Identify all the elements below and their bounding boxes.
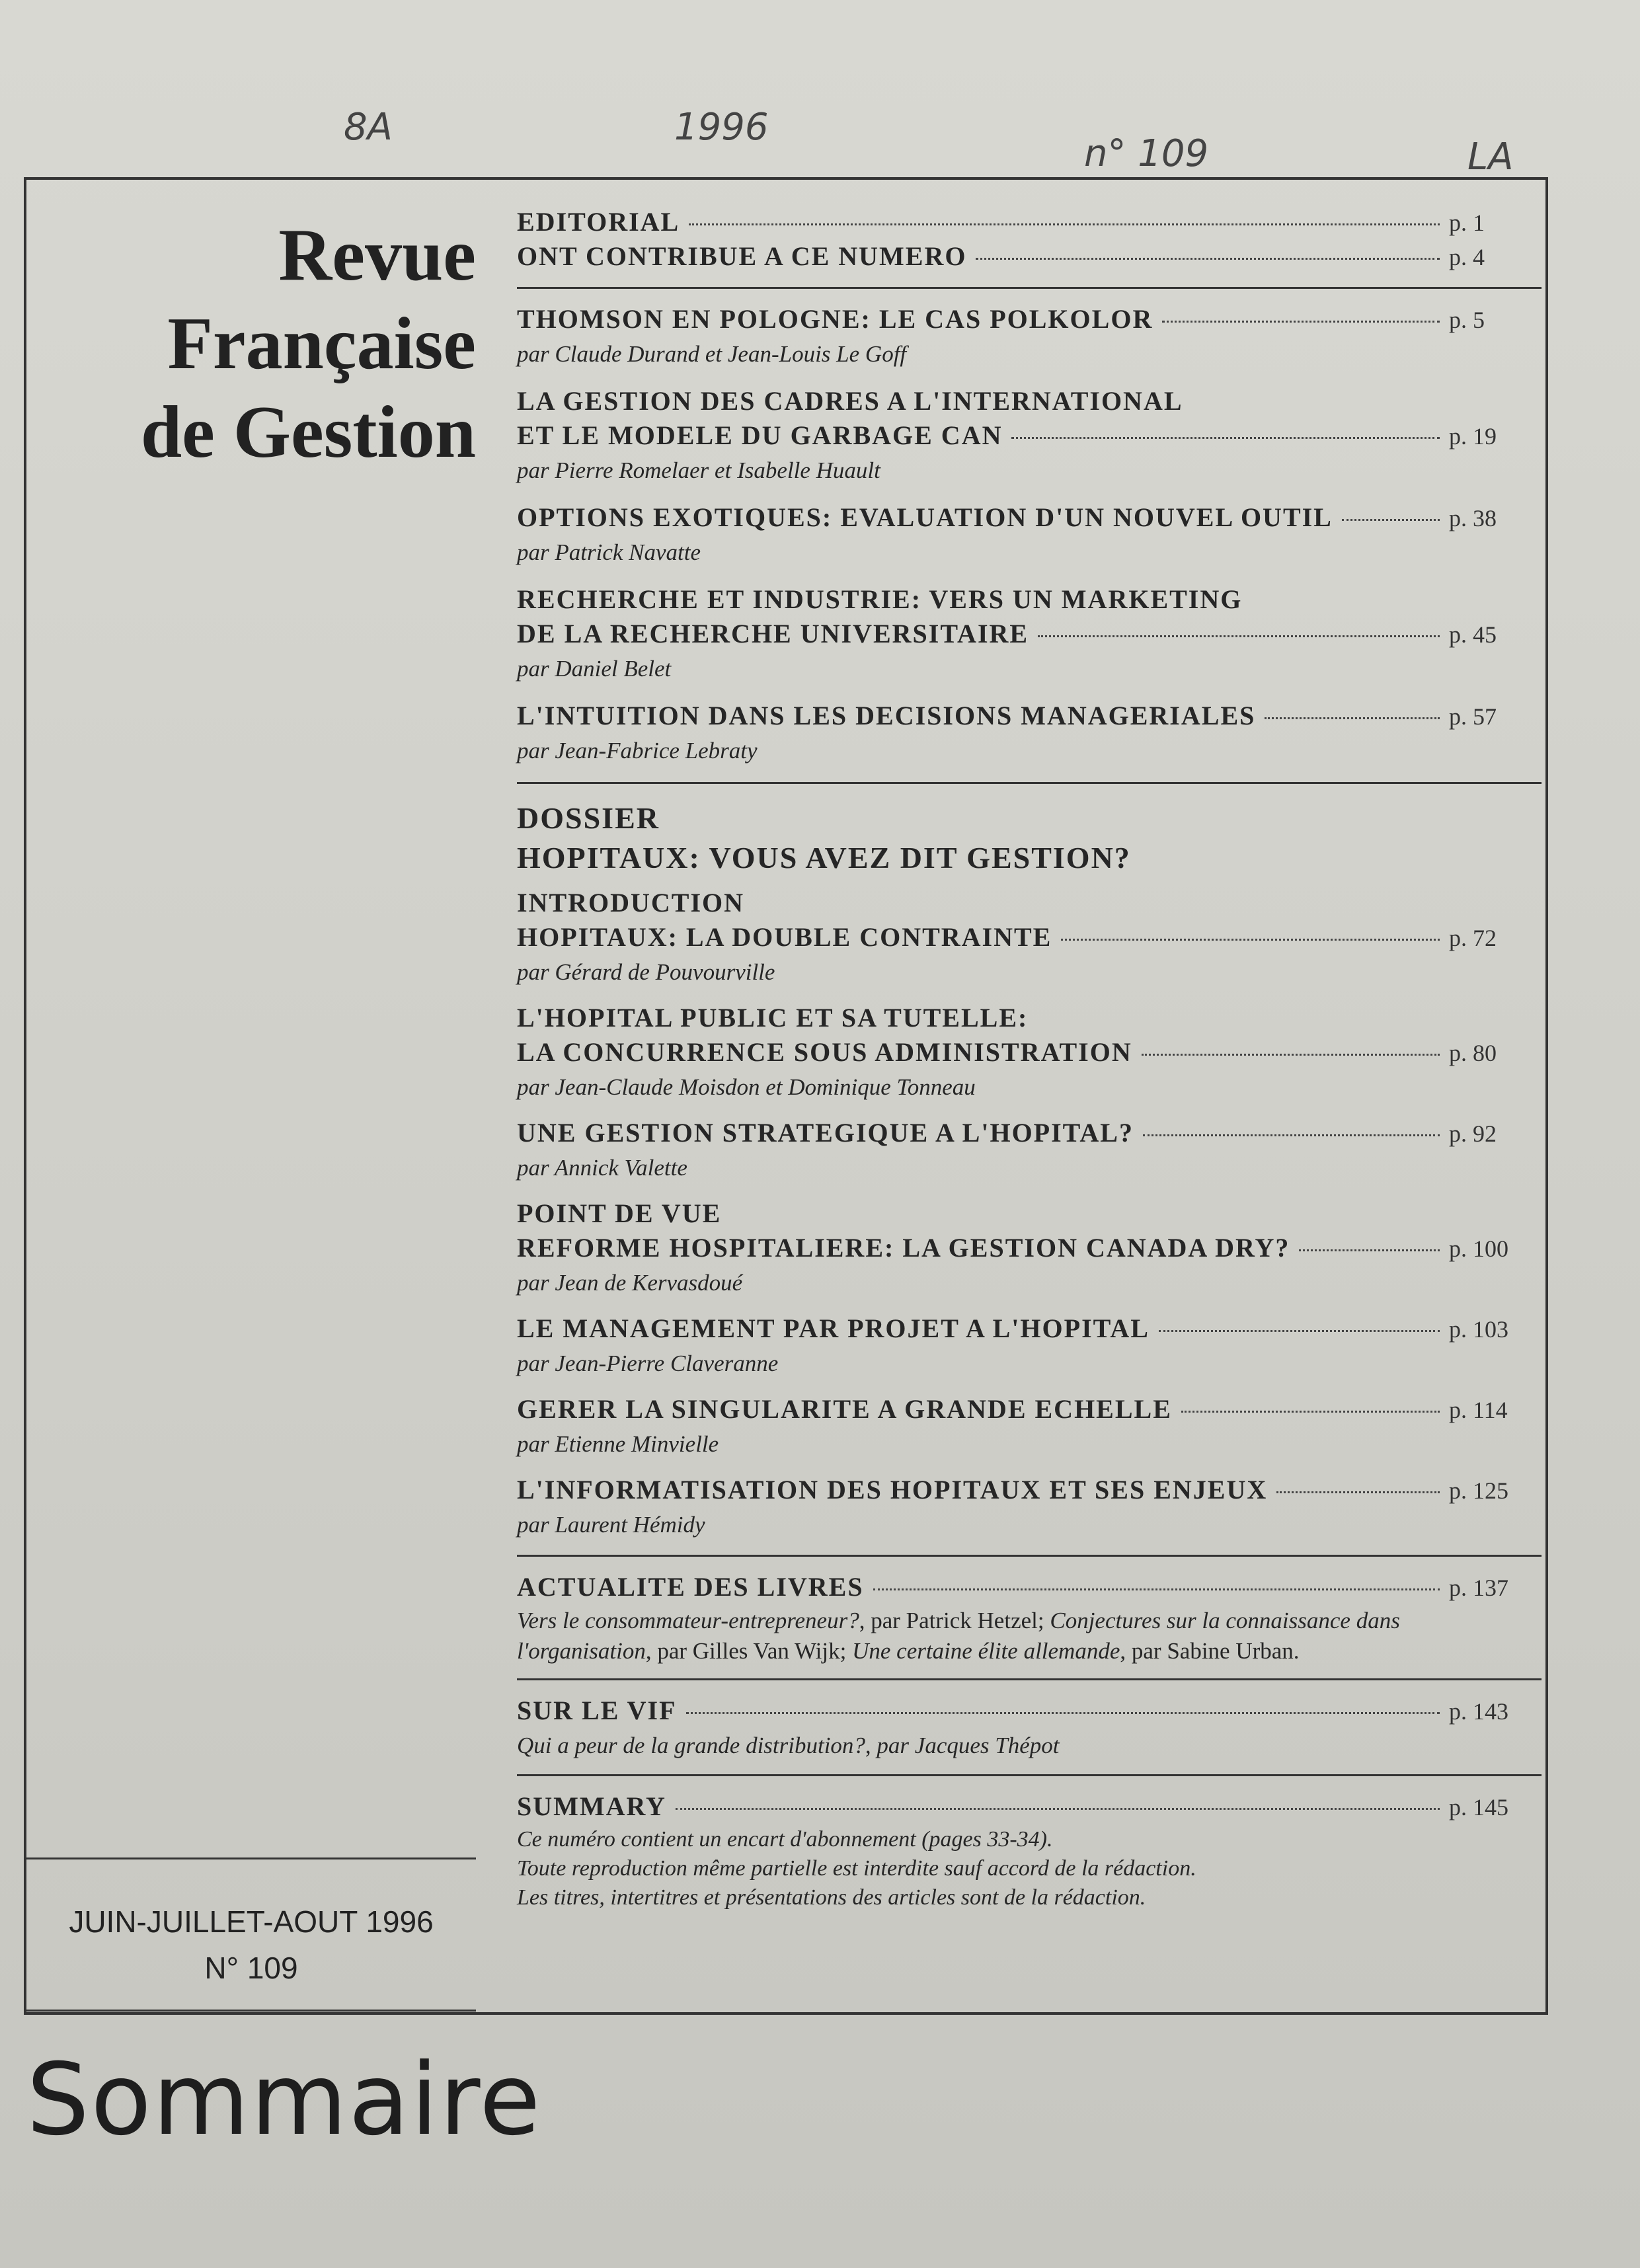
entry-title: ONT CONTRIBUE A CE NUMERO [517,241,967,271]
entry-title: OPTIONS EXOTIQUES: EVALUATION D'UN NOUVEL OUTIL [517,502,1333,532]
entry-author: par Jean de Kervasdoué [517,1270,743,1296]
entry-title: GERER LA SINGULARITE A GRANDE ECHELLE [517,1394,1172,1424]
page-ref: p. 72 [1449,925,1497,951]
entry-title: REFORME HOSPITALIERE: LA GESTION CANADA DRY? [517,1233,1290,1263]
dossier-articles-list [517,887,1542,1542]
toc-entry[interactable] [517,303,1542,371]
summary-note-3: Les titres, intertitres et présentations des articles sont de la rédaction. [517,1885,1146,1910]
section-divider [517,1774,1542,1776]
dot-leader [1159,1330,1440,1332]
books-desc-segment: , par Patrick Hetzel; [859,1608,1050,1633]
toc-entry[interactable] [517,1117,1542,1185]
entry-title: EDITORIAL [517,207,680,237]
entry-title: L'INTUITION DANS LES DECISIONS MANAGERIALES [517,701,1256,730]
books-desc-segment: , par Sabine Urban. [1120,1638,1300,1664]
page-ref: p. 92 [1449,1120,1497,1147]
page-ref: p. 45 [1449,621,1497,648]
page-ref: p. 4 [1449,244,1485,270]
page-ref: p. 5 [1449,307,1485,333]
entry-author: par Claude Durand et Jean-Louis Le Goff [517,341,907,367]
toc-entry[interactable] [517,1313,1542,1380]
entry-title: ET LE MODELE DU GARBAGE CAN [517,420,1003,450]
entry-author: par Etienne Minvielle [517,1431,719,1457]
table-of-contents [517,206,1542,1912]
page-ref: p. 57 [1449,703,1497,730]
issue-rule-bottom [26,2010,476,2012]
summary-note-1: Ce numéro contient un encart d'abonnement (pages 33-34). [517,1827,1053,1852]
entry-title: RECHERCHE ET INDUSTRIE: VERS UN MARKETING [517,584,1243,614]
page-ref: p. 137 [1449,1575,1508,1601]
toc-entry-vif[interactable] [517,1695,1542,1762]
entry-author: par Daniel Belet [517,656,672,682]
entry-author: par Laurent Hémidy [517,1512,705,1538]
vif-description: Qui a peur de la grande distribution?, par Jacques Thépot [517,1733,1060,1758]
toc-entry-contributors[interactable] [517,241,1542,275]
entry-author: par Gérard de Pouvourville [517,959,775,985]
entry-author: par Patrick Navatte [517,539,701,565]
section-divider [517,287,1542,289]
entry-title: ACTUALITE DES LIVRES [517,1572,864,1602]
dot-leader [873,1588,1440,1590]
toc-entry[interactable] [517,1198,1542,1300]
page-ref: p. 103 [1449,1316,1508,1343]
toc-entry[interactable] [517,584,1542,685]
dot-leader [689,223,1440,225]
dot-leader [1143,1134,1440,1136]
page-ref: p. 1 [1449,210,1485,236]
books-desc-segment: Conjectures sur la connaissance dans l'organisation [517,1608,1400,1664]
issue-rule-top [26,1857,476,1859]
dot-leader [1299,1249,1440,1251]
toc-entry-editorial[interactable] [517,206,1542,241]
masthead-line-3: de Gestion [140,391,476,473]
section-divider [517,1678,1542,1680]
articles-list [517,303,1542,767]
page-ref: p. 100 [1449,1235,1508,1262]
entry-author: par Pierre Romelaer et Isabelle Huault [517,457,880,483]
dossier-subheading: HOPITAUX: VOUS AVEZ DIT GESTION? [517,841,1131,875]
handwritten-note-1: 8A [344,106,393,149]
dot-leader [1276,1491,1440,1493]
books-desc-segment: , par Gilles Van Wijk; [645,1638,853,1664]
entry-title: INTRODUCTION [517,888,745,918]
summary-note-2: Toute reproduction même partielle est interdite sauf accord de la rédaction. [517,1856,1196,1881]
page-ref: p. 145 [1449,1794,1508,1820]
section-divider [517,1555,1542,1557]
toc-entry[interactable] [517,1393,1542,1461]
toc-entry-summary[interactable] [517,1791,1542,1912]
handwritten-note-4: LA [1467,136,1514,178]
dot-leader [676,1808,1440,1810]
page-ref: p. 80 [1449,1040,1497,1066]
entry-title: L'INFORMATISATION DES HOPITAUX ET SES ENJEUX [517,1475,1268,1505]
dot-leader [976,258,1440,260]
books-desc-segment: Vers le consommateur-entrepreneur? [517,1608,859,1633]
toc-entry[interactable] [517,502,1542,569]
entry-title: POINT DE VUE [517,1198,722,1228]
toc-entry-books[interactable] [517,1571,1542,1666]
dot-leader [1162,321,1440,323]
dot-leader [1265,717,1440,719]
section-divider [517,782,1542,784]
dot-leader [1181,1411,1440,1413]
entry-title: THOMSON EN POLOGNE: LE CAS POLKOLOR [517,304,1153,334]
masthead-line-2: Française [167,303,476,385]
page-ref: p. 19 [1449,423,1497,450]
toc-entry[interactable] [517,887,1542,989]
entry-title: SUR LE VIF [517,1696,677,1725]
page-ref: p. 143 [1449,1698,1508,1725]
dot-leader [1038,635,1440,637]
entry-author: par Jean-Claude Moisdon et Dominique Tonneau [517,1074,976,1100]
toc-entry[interactable] [517,1474,1542,1542]
dossier-heading: DOSSIER [517,801,660,835]
books-description [517,1606,1436,1666]
entry-title: DE LA RECHERCHE UNIVERSITAIRE [517,619,1029,648]
masthead-line-1: Revue [278,214,476,296]
entry-title: HOPITAUX: LA DOUBLE CONTRAINTE [517,922,1052,952]
dot-leader [1142,1054,1440,1056]
entry-author: par Jean-Fabrice Lebraty [517,738,758,763]
entry-title: L'HOPITAL PUBLIC ET SA TUTELLE: [517,1003,1029,1033]
entry-title: SUMMARY [517,1791,666,1821]
page-ref: p. 125 [1449,1477,1508,1504]
toc-entry[interactable] [517,385,1542,487]
sommaire-heading: Sommaire [26,2043,542,2158]
toc-entry[interactable] [517,1002,1542,1104]
dot-leader [1061,939,1440,941]
page-ref: p. 38 [1449,505,1497,531]
entry-title: LE MANAGEMENT PAR PROJET A L'HOPITAL [517,1313,1150,1343]
handwritten-note-3: n° 109 [1084,132,1209,175]
entry-title: LA CONCURRENCE SOUS ADMINISTRATION [517,1037,1132,1067]
issue-number: N° 109 [204,1951,298,1985]
dot-leader [1011,437,1440,439]
journal-masthead [40,214,476,484]
books-desc-segment: Une certaine élite allemande [852,1638,1120,1664]
entry-title: UNE GESTION STRATEGIQUE A L'HOPITAL? [517,1118,1134,1148]
entry-author: par Annick Valette [517,1155,687,1181]
entry-author: par Jean-Pierre Claveranne [517,1350,779,1376]
issue-date: JUIN-JUILLET-AOUT 1996 [69,1904,434,1939]
dot-leader [1342,519,1440,521]
entry-title: LA GESTION DES CADRES A L'INTERNATIONAL [517,386,1183,416]
handwritten-note-2: 1996 [674,106,769,149]
toc-entry[interactable] [517,700,1542,767]
dot-leader [686,1712,1440,1714]
page-ref: p. 114 [1449,1397,1508,1423]
